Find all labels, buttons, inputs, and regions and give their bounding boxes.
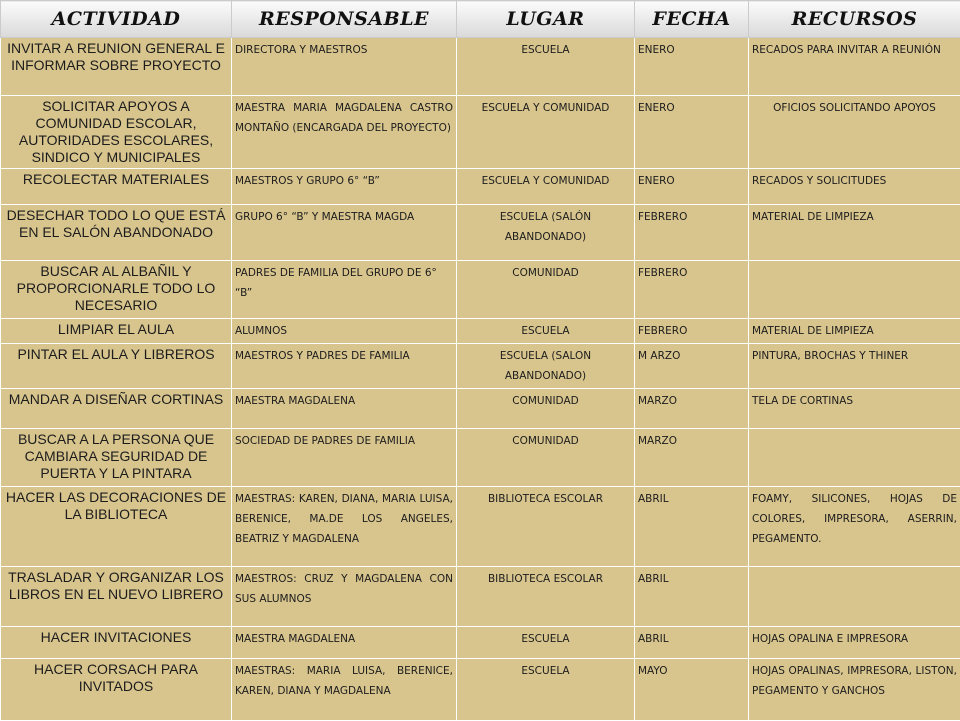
table-row bbox=[1, 567, 960, 627]
cell-recursos: HOJAS OPALINA E IMPRESORA bbox=[749, 627, 960, 659]
cell-lugar: ESCUELA bbox=[457, 319, 635, 344]
cell-fecha: ENERO bbox=[635, 96, 749, 169]
header-responsable: RESPONSABLE bbox=[232, 1, 457, 38]
cell-lugar: BIBLIOTECA ESCOLAR bbox=[457, 487, 635, 567]
cell-actividad: RECOLECTAR MATERIALES bbox=[1, 169, 232, 205]
cell-lugar: ESCUELA (SALÓN ABANDONADO) bbox=[457, 205, 635, 261]
cell-responsable: MAESTROS Y PADRES DE FAMILIA bbox=[232, 344, 457, 389]
cell-responsable: MAESTROS Y GRUPO 6° “B” bbox=[232, 169, 457, 205]
cell-responsable: MAESTRA MAGDALENA bbox=[232, 627, 457, 659]
header-recursos: RECURSOS bbox=[749, 1, 960, 38]
cell-recursos: RECADOS PARA INVITAR A REUNIÓN bbox=[749, 38, 960, 96]
table-row bbox=[1, 487, 960, 567]
cell-responsable: MAESTRA MARIA MAGDALENA CASTRO MONTAÑO (ENCARGADA DEL PROYECTO) bbox=[232, 96, 457, 169]
cell-recursos: HOJAS OPALINAS, IMPRESORA, LISTON, PEGAMENTO Y GANCHOS bbox=[749, 659, 960, 721]
cell-recursos: RECADOS Y SOLICITUDES bbox=[749, 169, 960, 205]
cell-fecha: ENERO bbox=[635, 169, 749, 205]
table-row bbox=[1, 319, 960, 344]
cell-lugar: ESCUELA Y COMUNIDAD bbox=[457, 169, 635, 205]
cell-responsable: ALUMNOS bbox=[232, 319, 457, 344]
cell-fecha: MARZO bbox=[635, 429, 749, 487]
cell-actividad: LIMPIAR EL AULA bbox=[1, 319, 232, 344]
cell-recursos: TELA DE CORTINAS bbox=[749, 389, 960, 429]
table-row bbox=[1, 389, 960, 429]
cell-recursos: OFICIOS SOLICITANDO APOYOS bbox=[749, 96, 960, 169]
cell-recursos: MATERIAL DE LIMPIEZA bbox=[749, 319, 960, 344]
table-row bbox=[1, 38, 960, 96]
cell-responsable: MAESTRA MAGDALENA bbox=[232, 389, 457, 429]
cell-responsable: GRUPO 6° “B” Y MAESTRA MAGDA bbox=[232, 205, 457, 261]
cell-lugar: ESCUELA bbox=[457, 38, 635, 96]
header-row bbox=[1, 1, 960, 38]
cell-actividad: SOLICITAR APOYOS A COMUNIDAD ESCOLAR, AUTORIDADES ESCOLARES, SINDICO Y MUNICIPALES bbox=[1, 96, 232, 169]
cell-recursos: PINTURA, BROCHAS Y THINER bbox=[749, 344, 960, 389]
cell-actividad: HACER INVITACIONES bbox=[1, 627, 232, 659]
table-row bbox=[1, 96, 960, 169]
cell-actividad: HACER LAS DECORACIONES DE LA BIBLIOTECA bbox=[1, 487, 232, 567]
cell-fecha: MAYO bbox=[635, 659, 749, 721]
cell-recursos bbox=[749, 567, 960, 627]
cell-lugar: COMUNIDAD bbox=[457, 261, 635, 319]
cell-responsable: MAESTRAS: KAREN, DIANA, MARIA LUISA, BERENICE, MA.DE LOS ANGELES, BEATRIZ Y MAGDALENA bbox=[232, 487, 457, 567]
table-row bbox=[1, 344, 960, 389]
cell-recursos bbox=[749, 261, 960, 319]
header-lugar: LUGAR bbox=[457, 1, 635, 38]
cell-responsable: SOCIEDAD DE PADRES DE FAMILIA bbox=[232, 429, 457, 487]
cell-lugar: COMUNIDAD bbox=[457, 429, 635, 487]
cell-responsable: DIRECTORA Y MAESTROS bbox=[232, 38, 457, 96]
cell-lugar: COMUNIDAD bbox=[457, 389, 635, 429]
table-row bbox=[1, 205, 960, 261]
cell-actividad: PINTAR EL AULA Y LIBREROS bbox=[1, 344, 232, 389]
cell-recursos bbox=[749, 429, 960, 487]
cell-lugar: ESCUELA Y COMUNIDAD bbox=[457, 96, 635, 169]
cell-actividad: BUSCAR AL ALBAÑIL Y PROPORCIONARLE TODO LO NECESARIO bbox=[1, 261, 232, 319]
cell-responsable: MAESTRAS: MARIA LUISA, BERENICE, KAREN, DIANA Y MAGDALENA bbox=[232, 659, 457, 721]
cell-actividad: MANDAR A DISEÑAR CORTINAS bbox=[1, 389, 232, 429]
cell-actividad: BUSCAR A LA PERSONA QUE CAMBIARA SEGURIDAD DE PUERTA Y LA PINTARA bbox=[1, 429, 232, 487]
table-row bbox=[1, 627, 960, 659]
table-row bbox=[1, 659, 960, 721]
cell-recursos: FOAMY, SILICONES, HOJAS DE COLORES, IMPRESORA, ASERRIN, PEGAMENTO. bbox=[749, 487, 960, 567]
cell-fecha: ABRIL bbox=[635, 567, 749, 627]
header-fecha: FECHA bbox=[635, 1, 749, 38]
cell-fecha: FEBRERO bbox=[635, 319, 749, 344]
cell-recursos: MATERIAL DE LIMPIEZA bbox=[749, 205, 960, 261]
cell-actividad: HACER CORSACH PARA INVITADOS bbox=[1, 659, 232, 721]
cell-actividad: INVITAR A REUNION GENERAL E INFORMAR SOBRE PROYECTO bbox=[1, 38, 232, 96]
cell-fecha: ABRIL bbox=[635, 627, 749, 659]
cell-fecha: FEBRERO bbox=[635, 261, 749, 319]
table-row bbox=[1, 261, 960, 319]
table-row bbox=[1, 169, 960, 205]
cell-responsable: PADRES DE FAMILIA DEL GRUPO DE 6° “B” bbox=[232, 261, 457, 319]
cell-actividad: DESECHAR TODO LO QUE ESTÁ EN EL SALÓN ABANDONADO bbox=[1, 205, 232, 261]
cell-fecha: ABRIL bbox=[635, 487, 749, 567]
cell-fecha: FEBRERO bbox=[635, 205, 749, 261]
cell-lugar: ESCUELA bbox=[457, 659, 635, 721]
cell-fecha: MARZO bbox=[635, 389, 749, 429]
cell-lugar: BIBLIOTECA ESCOLAR bbox=[457, 567, 635, 627]
cell-lugar: ESCUELA bbox=[457, 627, 635, 659]
header-actividad: ACTIVIDAD bbox=[1, 1, 232, 38]
cell-lugar: ESCUELA (SALON ABANDONADO) bbox=[457, 344, 635, 389]
cell-fecha: ENERO bbox=[635, 38, 749, 96]
cell-actividad: TRASLADAR Y ORGANIZAR LOS LIBROS EN EL NUEVO LIBRERO bbox=[1, 567, 232, 627]
table-row bbox=[1, 429, 960, 487]
cell-responsable: MAESTROS: CRUZ Y MAGDALENA CON SUS ALUMNOS bbox=[232, 567, 457, 627]
cell-fecha: M ARZO bbox=[635, 344, 749, 389]
